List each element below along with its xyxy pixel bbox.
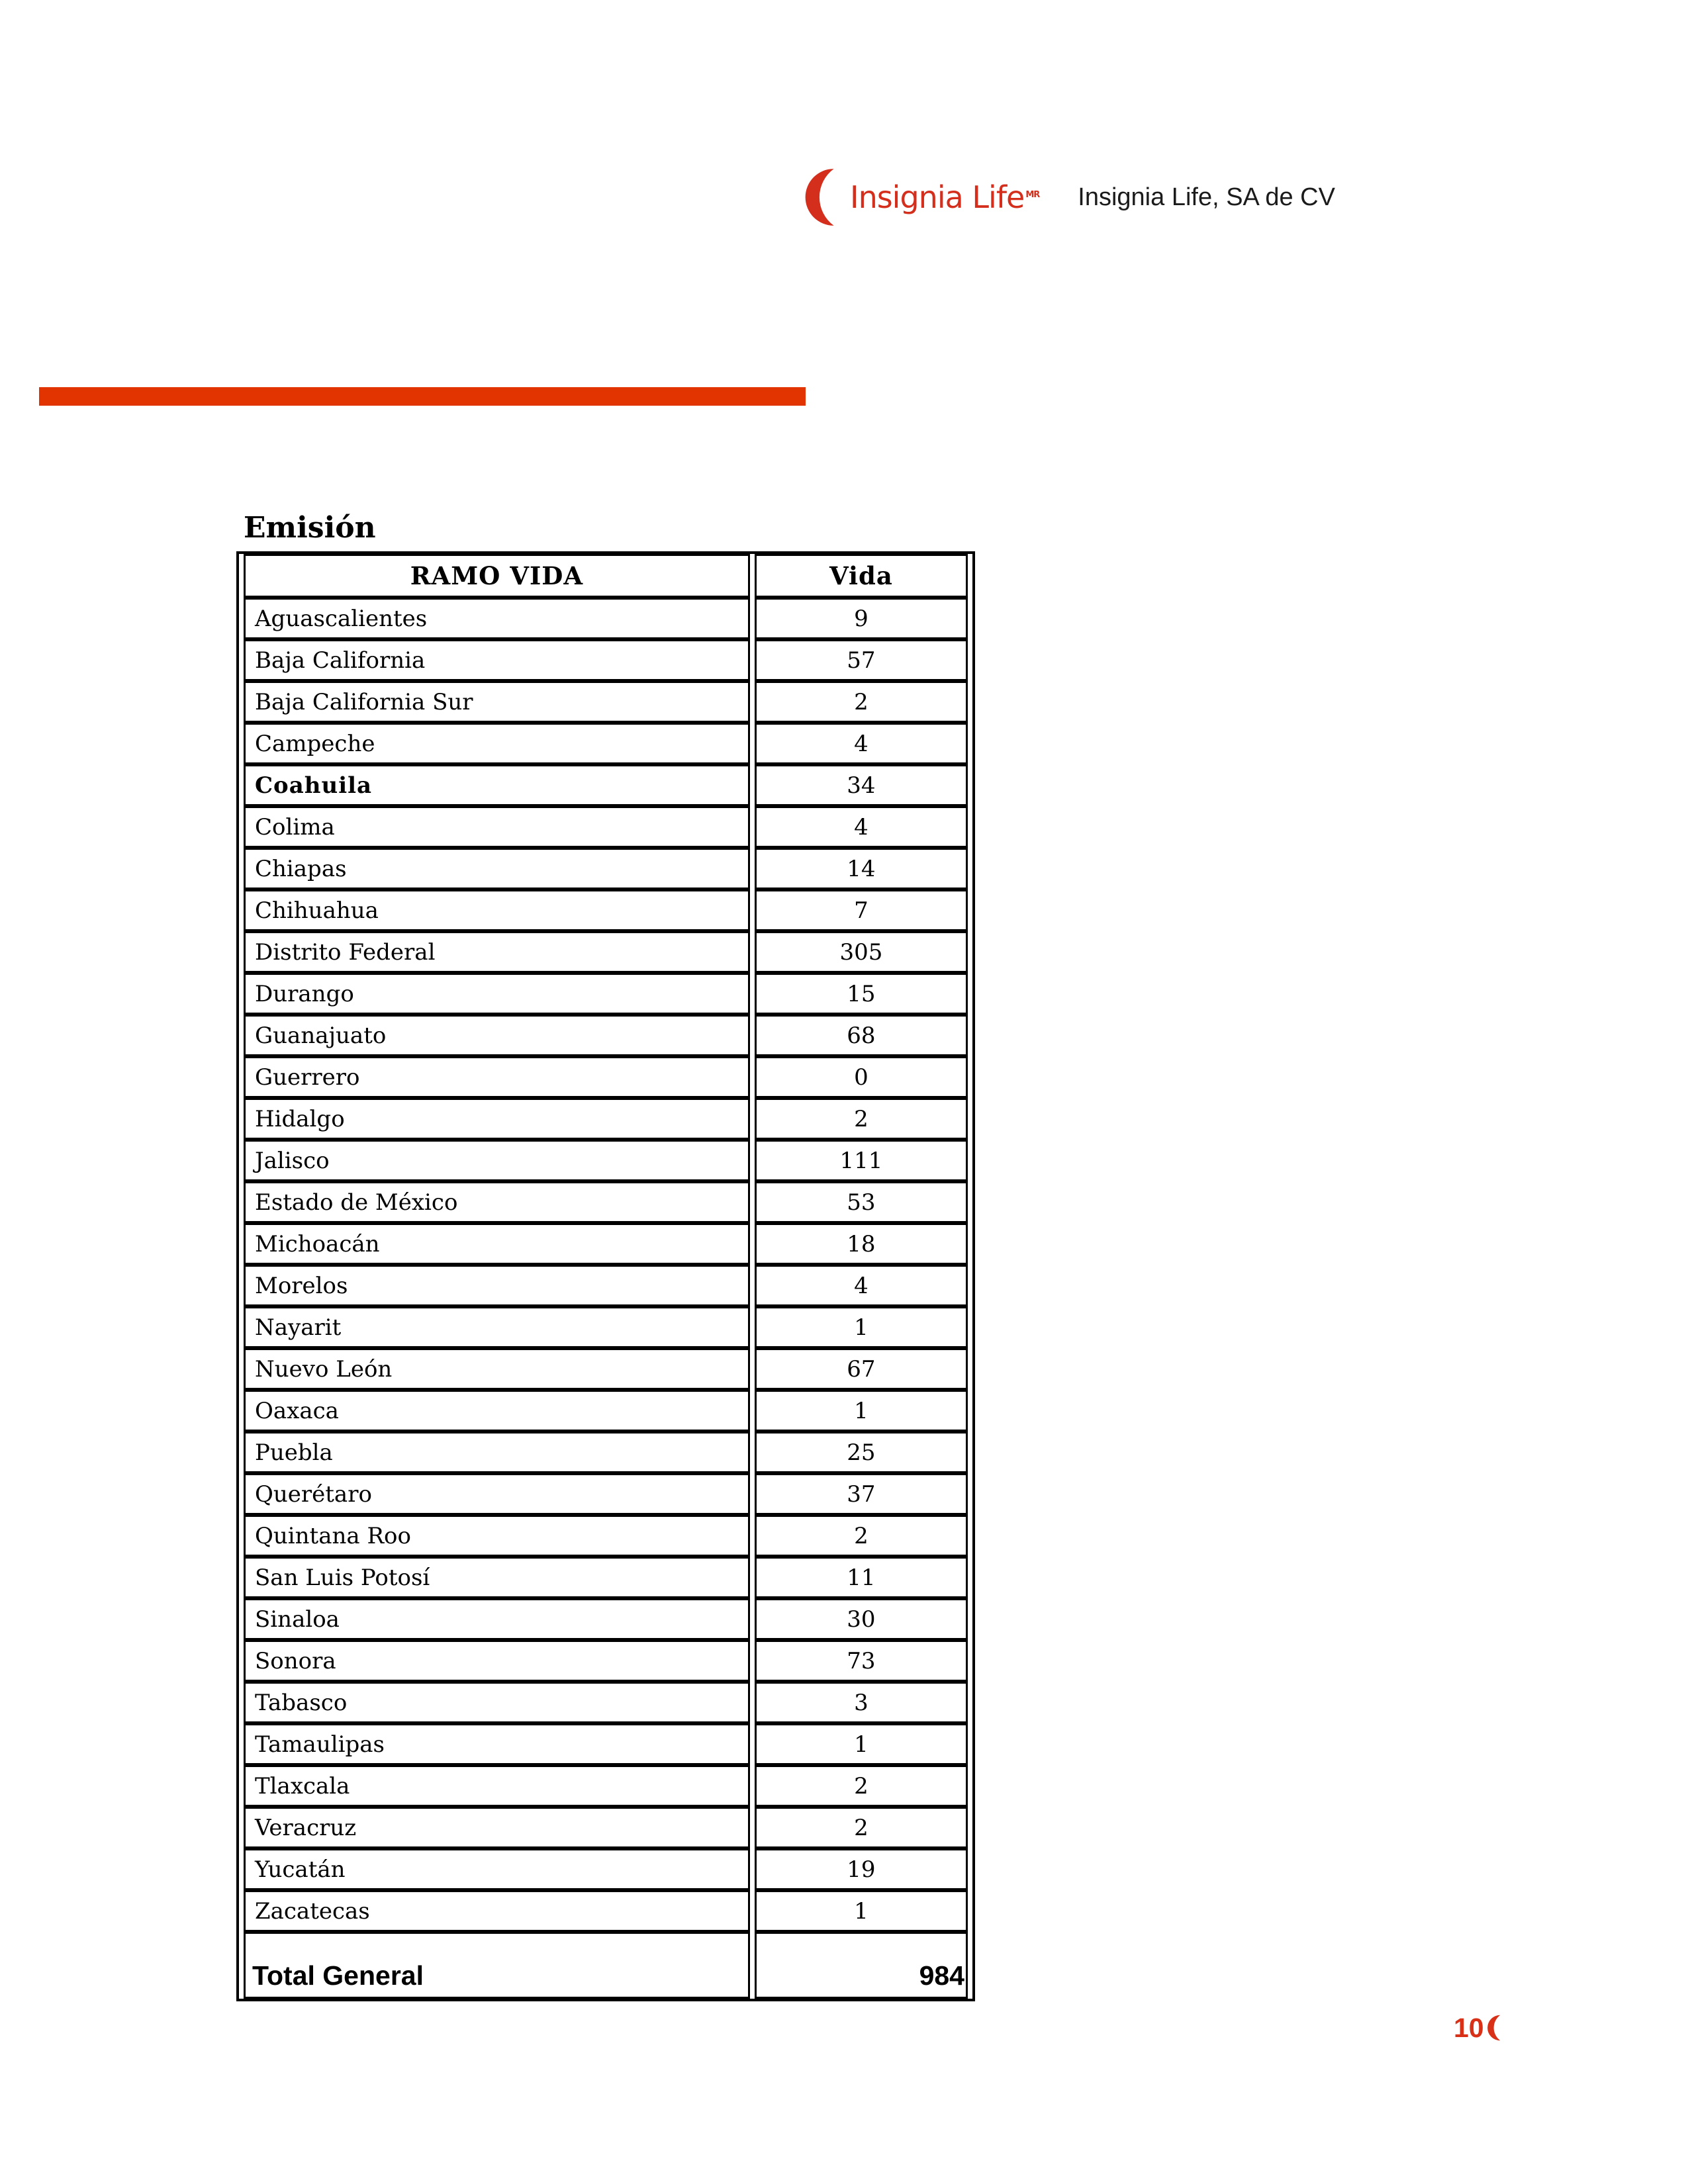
state-cell: Guanajuato	[244, 1015, 750, 1056]
value-cell: 15	[755, 973, 968, 1015]
table-row	[244, 1807, 968, 1848]
total-value: 984	[755, 1932, 968, 1999]
column-header-ramo-vida: RAMO VIDA	[244, 554, 750, 598]
state-cell: Durango	[244, 973, 750, 1015]
crescent-footer-icon	[1486, 2012, 1503, 2044]
table-row	[244, 1015, 968, 1056]
value-cell: 14	[755, 848, 968, 889]
value-cell: 4	[755, 723, 968, 764]
header-row	[244, 554, 968, 598]
total-row	[244, 1932, 968, 1999]
table-row	[244, 1765, 968, 1807]
state-cell: Aguascalientes	[244, 598, 750, 639]
value-cell: 34	[755, 764, 968, 806]
value-cell: 2	[755, 681, 968, 723]
emission-table	[236, 551, 975, 2001]
value-cell: 53	[755, 1181, 968, 1223]
table-row	[244, 1473, 968, 1515]
table-row	[244, 1598, 968, 1640]
table-row	[244, 639, 968, 681]
table-row	[244, 681, 968, 723]
table-row	[244, 1432, 968, 1473]
table-row	[244, 1098, 968, 1140]
crescent-logo-icon	[802, 161, 841, 233]
value-cell: 25	[755, 1432, 968, 1473]
table-row	[244, 598, 968, 639]
state-cell: Campeche	[244, 723, 750, 764]
value-cell: 1	[755, 1723, 968, 1765]
state-cell: Colima	[244, 806, 750, 848]
table-row	[244, 1348, 968, 1390]
state-cell: Puebla	[244, 1432, 750, 1473]
table-header	[244, 554, 968, 598]
value-cell: 4	[755, 1265, 968, 1306]
table-row	[244, 973, 968, 1015]
value-cell: 18	[755, 1223, 968, 1265]
table-row	[244, 1390, 968, 1432]
state-cell: Coahuila	[244, 764, 750, 806]
value-cell: 11	[755, 1557, 968, 1598]
value-cell: 1	[755, 1306, 968, 1348]
column-header-vida: Vida	[755, 554, 968, 598]
value-cell: 73	[755, 1640, 968, 1682]
table-row	[244, 889, 968, 931]
value-cell: 37	[755, 1473, 968, 1515]
state-cell: Sinaloa	[244, 1598, 750, 1640]
value-cell: 2	[755, 1765, 968, 1807]
logo-text: Insignia Life	[850, 179, 1025, 215]
table-row	[244, 1682, 968, 1723]
table-row	[244, 1181, 968, 1223]
state-cell: Hidalgo	[244, 1098, 750, 1140]
state-cell: Guerrero	[244, 1056, 750, 1098]
value-cell: 9	[755, 598, 968, 639]
table-row	[244, 1306, 968, 1348]
state-cell: Nuevo León	[244, 1348, 750, 1390]
state-cell: Nayarit	[244, 1306, 750, 1348]
state-cell: Chiapas	[244, 848, 750, 889]
section-title: Emisión	[244, 511, 376, 545]
value-cell: 7	[755, 889, 968, 931]
value-cell: 67	[755, 1348, 968, 1390]
table-row	[244, 1515, 968, 1557]
table-row	[244, 1557, 968, 1598]
table-row	[244, 1056, 968, 1098]
value-cell: 305	[755, 931, 968, 973]
value-cell: 2	[755, 1515, 968, 1557]
value-cell: 111	[755, 1140, 968, 1181]
state-cell: Jalisco	[244, 1140, 750, 1181]
brand-header	[802, 160, 1335, 234]
table-row	[244, 931, 968, 973]
table-row	[244, 1848, 968, 1890]
state-cell: Quintana Roo	[244, 1515, 750, 1557]
table-row	[244, 723, 968, 764]
table-footer	[244, 1932, 968, 1999]
state-cell: Tamaulipas	[244, 1723, 750, 1765]
accent-bar	[39, 387, 806, 406]
value-cell: 57	[755, 639, 968, 681]
state-cell: Estado de México	[244, 1181, 750, 1223]
state-cell: Tabasco	[244, 1682, 750, 1723]
table-row	[244, 1265, 968, 1306]
state-cell: Zacatecas	[244, 1890, 750, 1932]
value-cell: 2	[755, 1807, 968, 1848]
state-cell: Morelos	[244, 1265, 750, 1306]
company-name: Insignia Life, SA de CV	[1078, 183, 1335, 211]
state-cell: Oaxaca	[244, 1390, 750, 1432]
value-cell: 19	[755, 1848, 968, 1890]
table-row	[244, 1640, 968, 1682]
state-cell: Querétaro	[244, 1473, 750, 1515]
state-cell: Baja California	[244, 639, 750, 681]
state-cell: Michoacán	[244, 1223, 750, 1265]
state-cell: Veracruz	[244, 1807, 750, 1848]
table-row	[244, 1723, 968, 1765]
value-cell: 1	[755, 1390, 968, 1432]
table-row	[244, 764, 968, 806]
state-cell: Sonora	[244, 1640, 750, 1682]
logo-trademark: MR	[1025, 189, 1040, 200]
state-cell: Yucatán	[244, 1848, 750, 1890]
value-cell: 3	[755, 1682, 968, 1723]
logo-wordmark	[850, 179, 1039, 215]
state-cell: San Luis Potosí	[244, 1557, 750, 1598]
table-row	[244, 848, 968, 889]
page-footer	[1454, 2012, 1503, 2044]
table-row	[244, 1223, 968, 1265]
table-row	[244, 1140, 968, 1181]
state-cell: Tlaxcala	[244, 1765, 750, 1807]
value-cell: 1	[755, 1890, 968, 1932]
state-cell: Baja California Sur	[244, 681, 750, 723]
value-cell: 0	[755, 1056, 968, 1098]
table-body	[244, 598, 968, 1932]
value-cell: 68	[755, 1015, 968, 1056]
value-cell: 30	[755, 1598, 968, 1640]
state-cell: Distrito Federal	[244, 931, 750, 973]
state-cell: Chihuahua	[244, 889, 750, 931]
total-label: Total General	[244, 1932, 750, 1999]
value-cell: 2	[755, 1098, 968, 1140]
table-row	[244, 806, 968, 848]
table-row	[244, 1890, 968, 1932]
page-number: 10	[1454, 2012, 1484, 2043]
value-cell: 4	[755, 806, 968, 848]
